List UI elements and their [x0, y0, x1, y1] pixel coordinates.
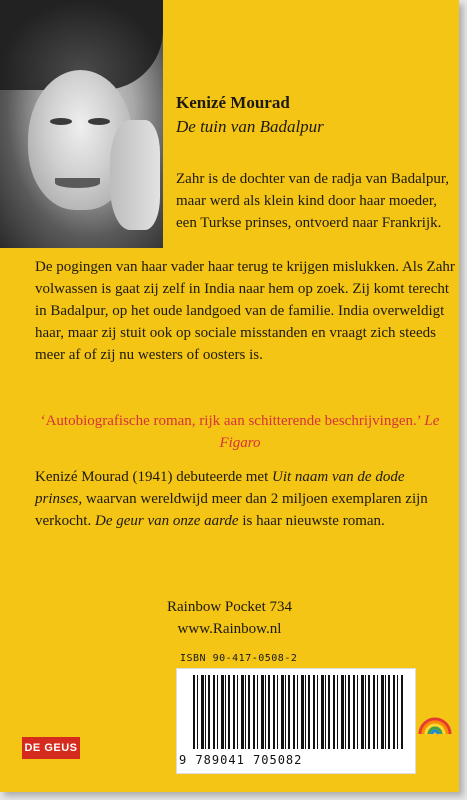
blurb-part-1: Zahr is de dochter van de radja van Badalpur, maar werd als klein kind door haar moeder, een Turkse prinses, ontvoerd naar Frankrijk. [176, 171, 450, 231]
barcode-number: 9 789041 705082 [179, 753, 303, 767]
quote-text: ‘Autobiografische roman, rijk aan schitterende beschrijvingen.’ [40, 413, 421, 429]
newest-title: De geur van onze aarde [94, 513, 239, 529]
website-link: www.Rainbow.nl [177, 621, 282, 637]
barcode [176, 668, 416, 774]
quote-source: Le Figaro [219, 413, 440, 451]
barcode-bars [193, 675, 403, 749]
press-quote [40, 410, 440, 454]
blurb-part-2: De pogingen van haar vader haar terug te krijgen mislukken. Als Zahr volwassen is gaat zij zelf in India naar hem op zoek. Zij komt terecht in Badalpur, op het oude landgoed van de familie. India overweldigt haar, maar zij stuit ook op sociale misstanden en vraagt zich steeds meer af of zij nu westers of oosters is. [35, 259, 455, 363]
book-title: De tuin van Badalpur [176, 117, 324, 136]
publisher-logo: DE GEUS [22, 737, 80, 759]
author-bio: Kenizé Mourad (1941) debuteerde met Uit naam van de dode prinses, waarvan wereldwijd meer dan 2 miljoen exemplaren zijn verkocht. De geur van onze aarde is haar nieuwste roman. [35, 469, 428, 529]
series-label: Rainbow Pocket 734 [167, 599, 292, 615]
rainbow-logo-icon [416, 700, 454, 745]
isbn-label: ISBN 90-417-0508-2 [180, 653, 298, 664]
author-photo [0, 0, 163, 248]
author-name: Kenizé Mourad [176, 93, 290, 112]
debut-title: Uit naam van de dode prinses, [35, 469, 405, 507]
